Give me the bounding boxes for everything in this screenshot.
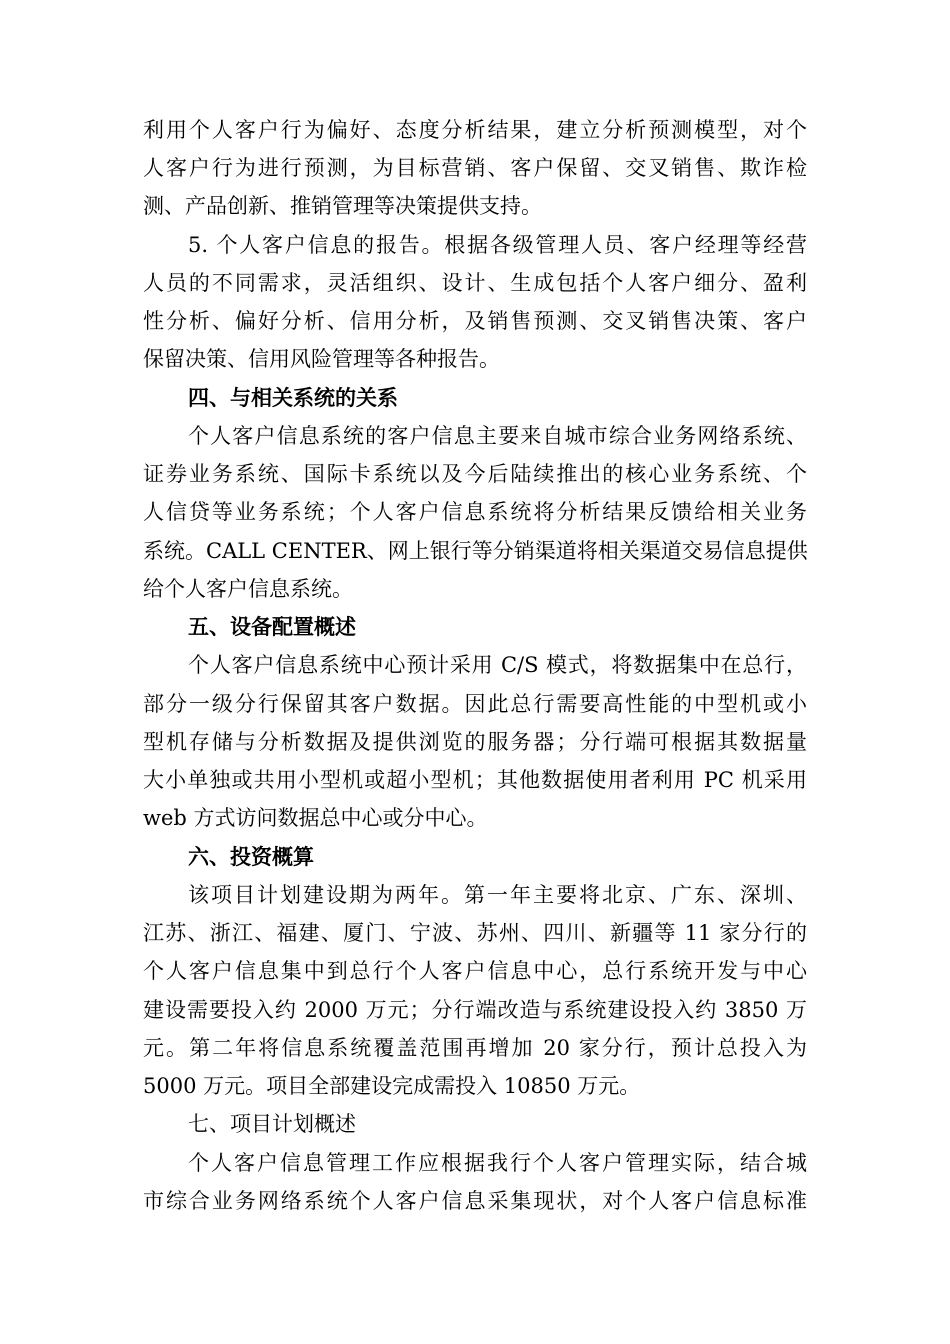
text-line: 建设需要投入约 2000 万元；分行端改造与系统建设投入约 3850 万 (143, 998, 807, 1022)
text-line: 个人客户信息集中到总行个人客户信息中心，总行系统开发与中心 (143, 959, 807, 983)
text-line: 个人客户信息系统的客户信息主要来自城市综合业务网络系统、 (188, 424, 807, 448)
text-line: 人信贷等业务系统；个人客户信息系统将分析结果反馈给相关业务 (143, 500, 807, 524)
text-line: 江苏、浙江、福建、厦门、宁波、苏州、四川、新疆等 11 家分行的 (143, 921, 807, 945)
text-line: 市综合业务网络系统个人客户信息采集现状，对个人客户信息标准 (143, 1189, 807, 1213)
text-line: 个人客户信息系统中心预计采用 C/S 模式，将数据集中在总行， (188, 653, 807, 677)
text-line: 型机存储与分析数据及提供浏览的服务器；分行端可根据其数据量 (143, 730, 807, 754)
text-line: 利用个人客户行为偏好、态度分析结果，建立分析预测模型，对个 (143, 118, 807, 142)
section-heading: 四、与相关系统的关系 (188, 385, 398, 410)
text-line: 人员的不同需求，灵活组织、设计、生成包括个人客户细分、盈利 (143, 271, 807, 295)
text-line: 部分一级分行保留其客户数据。因此总行需要高性能的中型机或小 (143, 692, 807, 716)
text-line: 大小单独或共用小型机或超小型机；其他数据使用者利用 PC 机采用 (143, 768, 807, 792)
section-heading: 五、设备配置概述 (188, 614, 356, 639)
text-line: 元。第二年将信息系统覆盖范围再增加 20 家分行，预计总投入为 (143, 1036, 807, 1060)
text-line: 该项目计划建设期为两年。第一年主要将北京、广东、深圳、 (188, 883, 807, 907)
section-heading: 六、投资概算 (188, 844, 314, 869)
text-line: 人客户行为进行预测，为目标营销、客户保留、交叉销售、欺诈检 (143, 156, 807, 180)
text-line: 性分析、偏好分析、信用分析，及销售预测、交叉销售决策、客户 (143, 309, 807, 333)
section-heading: 七、项目计划概述 (188, 1112, 356, 1136)
text-line: 个人客户信息管理工作应根据我行个人客户管理实际，结合城 (188, 1151, 807, 1175)
text-line: 证券业务系统、国际卡系统以及今后陆续推出的核心业务系统、个 (143, 462, 807, 486)
text-line: 给个人客户信息系统。 (143, 577, 353, 601)
text-line: 保留决策、信用风险管理等各种报告。 (143, 347, 500, 371)
text-line: 5. 个人客户信息的报告。根据各级管理人员、客户经理等经营 (188, 233, 807, 257)
text-line: 5000 万元。项目全部建设完成需投入 10850 万元。 (143, 1074, 641, 1098)
text-line: web 方式访问数据总中心或分中心。 (143, 806, 488, 830)
text-line: 测、产品创新、推销管理等决策提供支持。 (143, 194, 542, 218)
text-line: 系统。CALL CENTER、网上银行等分销渠道将相关渠道交易信息提供 (143, 539, 808, 563)
